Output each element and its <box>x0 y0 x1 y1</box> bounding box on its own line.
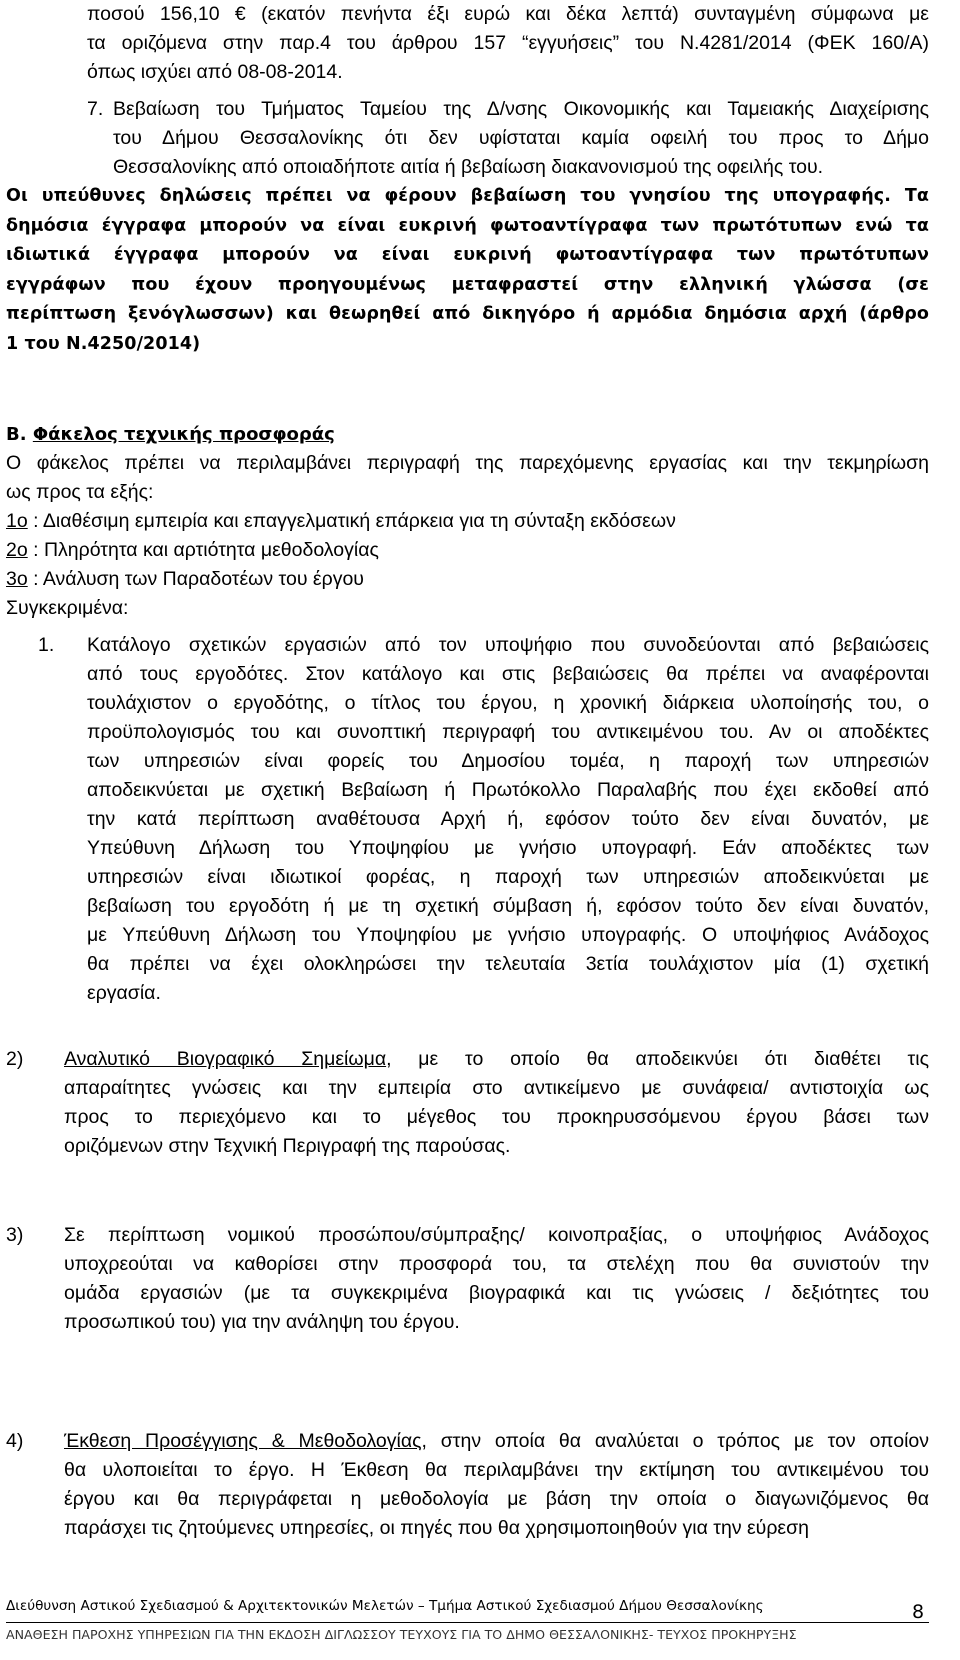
text-line: όπως ισχύει από 08-08-2014. <box>87 61 343 83</box>
criterion-1 <box>6 507 929 536</box>
item-1-text <box>87 631 929 1008</box>
page-number: 8 <box>912 1601 925 1623</box>
text-line: Βεβαίωση του Τμήματος Ταμείου της Δ/νσης Οικονομικής και Ταμειακής Διαχείρισης <box>113 98 929 120</box>
text-line: αποδεικνύεται με σχετική Βεβαίωση ή Πρωτόκολλο Παραλαβής που έχει εκδοθεί από <box>87 779 929 801</box>
text-line: παράσχει τις ζητούμενες υπηρεσίες, οι πηγές που θα χρησιμοποιηθούν για την εύρεση <box>64 1517 810 1539</box>
text-line: τουλάχιστον ο εργοδότης, ο τίτλος του έργου, η χρονική διάρκεια υλοποίησής του, ο <box>87 692 929 714</box>
section-b <box>6 420 929 623</box>
criterion-text: : Ανάλυση των Παραδοτέων του έργου <box>33 568 364 590</box>
text-line: εργασία. <box>87 982 161 1004</box>
text-line: ιδιωτικά έγγραφα μπορούν να είναι ευκρινή φωτοαντίγραφα των πρωτότυπων <box>6 245 929 265</box>
text-line: προς το περιεχόμενο και το μέγεθος του προκηρυσσόμενου έργου βάσει των <box>64 1106 929 1128</box>
criterion-label: 3ο <box>6 568 28 590</box>
text-line: απαραίτητες γνώσεις και την εμπειρία στο αντικείμενο με συνάφεια/ αντιστοιχία ως <box>64 1077 929 1099</box>
section-b-prefix: Β. <box>6 424 27 445</box>
text-line: δημόσια έγγραφα μπορούν να είναι ευκρινή φωτοαντίγραφα των πρωτότυπων ενώ τα <box>6 215 929 236</box>
criterion-text: : Πληρότητα και αρτιότητα μεθοδολογίας <box>33 539 379 561</box>
text-line: με Υπεύθυνη Δήλωση του Υποψηφίου με γνήσιο υπογραφής. Ο υποψήφιος Ανάδοχος <box>87 924 929 946</box>
text-line: Ο φάκελος πρέπει να περιλαμβάνει περιγραφή της παρεχόμενης εργασίας και την τεκμηρίωση <box>6 452 929 474</box>
item-7-text <box>113 95 929 182</box>
item-3-text <box>64 1221 929 1337</box>
text-line: Θεσσαλονίκης από οποιαδήποτε αιτία ή βεβαίωση διακανονισμού της οφειλής του. <box>113 156 824 178</box>
criterion-text: : Διαθέσιμη εμπειρία και επαγγελματική επάρκεια για τη σύνταξη εκδόσεων <box>33 510 676 532</box>
item-2-text <box>64 1045 929 1161</box>
criterion-label: 1ο <box>6 510 28 532</box>
top-paragraph <box>87 0 929 87</box>
text-line: υποχρεούται να καθορίσει στην προσφορά του, τα στελέχη που θα συνιστούν την <box>64 1253 929 1275</box>
text-line: περίπτωση ξενόγλωσσων) και θεωρηθεί από δικηγόρο ή αρμόδια δημόσια αρχή (άρθρο <box>6 304 929 324</box>
text-line: προϋπολογισμός του και συνοπτική περιγραφή του αντικειμένου του. Αν οι αποδέκτες <box>87 721 929 743</box>
item-2-title: Αναλυτικό Βιογραφικό Σημείωμα <box>64 1048 387 1070</box>
text-line: βεβαίωση του εργοδότη ή με τη σχετική σύμβαση ή, εφόσον τούτο δεν είναι δυνατόν, <box>87 895 929 917</box>
text-line: από τους εργοδότες. Στον κατάλογο και στις βεβαιώσεις θα πρέπει να αναφέρονται <box>87 663 929 685</box>
text-line: ποσού 156,10 € (εκατόν πενήντα έξι ευρώ και δέκα λεπτά) συνταγμένη σύμφωνα με <box>87 3 929 25</box>
text-line: θα υλοποιείται το έργο. Η Έκθεση θα περιλαμβάνει την εκτίμηση του αντικειμένου του <box>64 1459 929 1481</box>
text-line: Σε περίπτωση νομικού προσώπου/σύμπραξης/ κοινοπραξίας, ο υποψήφιος Ανάδοχος <box>64 1224 929 1246</box>
text-line: 1 του Ν.4250/2014) <box>6 333 201 354</box>
footer-department: Διεύθυνση Αστικού Σχεδιασμού & Αρχιτεκτονικών Μελετών – Τμήμα Αστικού Σχεδιασμού Δήμου Θεσσαλονίκης <box>6 1598 764 1614</box>
item-4-text <box>64 1427 929 1543</box>
text-line <box>64 1427 929 1456</box>
text-line: τα οριζόμενα στην παρ.4 του άρθρου 157 “εγγυήσεις” του Ν.4281/2014 (ΦΕΚ 160/Α) <box>87 32 929 54</box>
criterion-3 <box>6 565 929 594</box>
text-run: στην οποία θα αναλύεται ο τρόπος με τον οποίον <box>426 1430 929 1452</box>
footer-document-title: ΑΝΑΘΕΣΗ ΠΑΡΟΧΗΣ ΥΠΗΡΕΣΙΩΝ ΓΙΑ ΤΗΝ ΕΚΔΟΣΗ ΔΙΓΛΩΣΣΟΥ ΤΕΥΧΟΥΣ ΓΙΑ ΤΟ ΔΗΜΟ ΘΕΣΣΑΛΟΝΙΚΗΣ- ΤΕΥΧΟΣ ΠΡΟΚΗΡΥΞΗΣ <box>6 1627 797 1642</box>
text-line: υπηρεσιών είναι ιδιωτικοί φορέας, η παροχή των υπηρεσιών αποδεικνύεται με <box>87 866 929 888</box>
text-line: εγγράφων που έχουν προηγουμένως μεταφραστεί στην ελληνική γλώσσα (σε <box>6 274 929 295</box>
text-line: έργου και θα περιγράφεται η μεθοδολογία με βάση την οποία ο διαγωνιζόμενος θα <box>64 1488 929 1510</box>
item-4-title: Έκθεση Προσέγγισης & Μεθοδολογίας, <box>64 1430 427 1452</box>
item-1-number: 1. <box>38 634 55 656</box>
text-line <box>64 1045 929 1074</box>
specifically-label: Συγκεκριμένα: <box>6 597 129 619</box>
section-b-heading <box>6 420 929 449</box>
footer-divider <box>6 1622 929 1623</box>
item-4-number: 4) <box>6 1430 24 1452</box>
item-2-number: 2) <box>6 1048 24 1070</box>
item-3-number: 3) <box>6 1224 24 1246</box>
text-line: θα πρέπει να έχει ολοκληρώσει την τελευταία 3ετία τουλάχιστον μία (1) σχετική <box>87 953 929 975</box>
text-line: προσωπικού του) για την ανάληψη του έργου. <box>64 1311 460 1333</box>
text-line: ομάδα εργασιών (με τα συγκεκριμένα βιογραφικά και τις γνώσεις / δεξιότητες του <box>64 1282 929 1304</box>
text-line: την κατά περίπτωση αναθέτουσα Αρχή ή, εφόσον τούτο δεν είναι δυνατόν, με <box>87 808 929 830</box>
text-line: ως προς τα εξής: <box>6 481 154 503</box>
criterion-2 <box>6 536 929 565</box>
item-7-number: 7. <box>87 98 104 120</box>
text-run: , με το οποίο θα αποδεικνύει ότι διαθέτει τις <box>386 1048 929 1070</box>
text-line: του Δήμου Θεσσαλονίκης ότι δεν υφίσταται καμία οφειλή του προς το Δήμο <box>113 127 929 149</box>
criterion-label: 2ο <box>6 539 28 561</box>
text-line: των υπηρεσιών είναι φορείς του Δημοσίου τομέα, η παροχή των υπηρεσιών <box>87 750 929 772</box>
bold-notice <box>6 182 929 359</box>
text-line: οριζόμενων στην Τεχνική Περιγραφή της παρούσας. <box>64 1135 511 1157</box>
text-line: Υπεύθυνη Δήλωση του Υποψηφίου με γνήσιο υπογραφή. Εάν αποδέκτες των <box>87 837 929 859</box>
text-line: Οι υπεύθυνες δηλώσεις πρέπει να φέρουν βεβαίωση του γνησίου της υπογραφής. Τα <box>6 186 929 206</box>
section-b-title: Φάκελος τεχνικής προσφοράς <box>32 424 335 445</box>
text-line: Κατάλογο σχετικών εργασιών από τον υποψήφιο που συνοδεύονται από βεβαιώσεις <box>87 634 929 656</box>
